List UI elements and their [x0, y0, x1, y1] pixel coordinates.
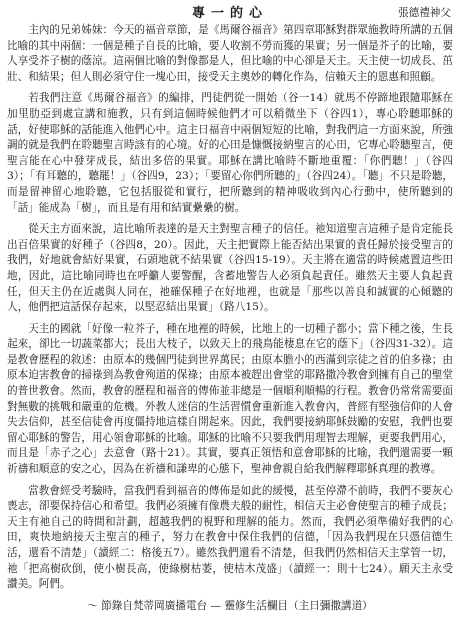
paragraph-5: 當教會經受考驗時，當我們看到福音的傳佈是如此的緩慢，甚至停滯不前時，我們不要灰心喪志，卻要保持信心和希望。我們必須擁有像農夫般的耐性，相信天主必會使聖言的種子成長；天主有祂自己的時間和計劃，超越我們的視野和理解的能力。然而，我們必須準備好我們的心田，爽快地納接天主聖言的種子，努力在教會中保住我們的信德，「因為我們現在只憑信德生活，還看不清楚」（讀經二：格後五7）。雖然我們還看不清楚，但我們仍然相信天主掌管一切，祂「把高樹砍倒，使小樹長高，使綠樹枯萎，使枯木茂盛」（讀經一：則十七24）。願天主永受讚美。阿們。	[7, 484, 453, 591]
source-footer: ～ 節錄自梵蒂岡廣播電台 — 靈修生活欄目（主日彌撒講道）	[87, 599, 373, 612]
document-header	[7, 6, 453, 22]
document-body	[7, 23, 453, 593]
paragraph-2: 若我們注意《馬爾谷福音》的編排，門徒們從一開始（谷一14）就馬不停蹄地跟隨耶穌在加里肋亞到處宣講和施教，只有到這個時候他們才可以稍微坐下（谷四1），專心聆聽耶穌的話，好使耶穌的話能進入他們心中。這主日福音中兩個短短的比喻，對我們這一方面來說，所強調的就是我們在聆聽聖言時該有的心境。好的心田是慷慨接納聖言的心田，它專心聆聽聖言，使聖言能在心中發芽成長，結出多倍的果實。耶穌在講比喻時不斷地重覆：「你們聽！」（谷四3）；「有耳聽的，聽罷！」（谷四9，23）；「要留心你們所聽的」（谷四24）。「聽」不只是聆聽，而是留神留心地聆聽，它包括服從和實行，把所聽到的精神吸收到內心行動中，使所聽到的「話」能成為「樹」，而且是有用和結實纍纍的樹。	[7, 92, 453, 214]
paragraph-3: 從天主方面來說，這比喻所表達的是天主對聖言種子的信任。祂知道聖言這種子是肯定能長出百倍果實的好種子（谷四8，20）。因此，天主把實際上能否結出果實的責任歸於接受聖言的我們，好地就會結好果實，石頭地就不結果實（谷四15-19）。天主將在適當的時候處置這些田地，因此，這比喻同時也在呼籲人要警醒，含蓄地警告人必須負起責任。雖然天主要人負起責任，但天主仍在近處與人同在，祂確保種子在好地裡，也就是「那些以善良和誠實的心傾聽的人，他們把這話保存起來，以堅忍結出果實」（路八15）。	[7, 223, 453, 314]
document-title: 專一的心	[191, 6, 268, 21]
author-name: 張德禮神父	[398, 7, 451, 19]
paragraph-1: 主內的兄弟姊妹：今天的福音章節，是《馬爾谷福音》第四章耶穌對群眾施教時所講的五個比喻的其中兩個：一個是種子自長的比喻，要人收割不勞而獲的果實；另一個是芥子的比喻，要人享受芥子樹的蔭涼。這兩個比喻的對像都是人，但比喻的中心卻是天主。天主使一切成長、茁壯、和結果；但人則必須守住一塊心田，接受天主奧妙的轉化作為，信賴天主的恩惠和照顧。	[7, 24, 453, 83]
paragraph-4: 天主的國就「好像一粒芥子，種在地裡的時候，比地上的一切種子都小；當下種之後，生長起來，卻比一切蔬菜都大；長出大枝子，以致天上的飛鳥能棲息在它的蔭下」（谷四31-32）。這是教會歷程的敘述：由原本的幾個門徒到世界萬民；由原本膽小的西滿到宗徒之首的伯多祿；由原本迫害教會的掃祿到為教會殉道的保祿；由原本被趕出會堂的耶路撒冷教會到擁有自己的聖堂的普世教會。然而，教會的歷程和福音的傳佈並非總是一個順利順暢的行程。教會仍常常需要面對無數的挑戰和嚴重的危機。外教人迷信的生活習慣會重新進入教會內，普經有堅強信仰的人會失去信仰，甚至信徒會再度僵持地這樣自開起來。因此，我們要接納耶穌鼓勵的安慰，我們也要留心耶穌的警告，用心領會耶穌的比喻。耶穌的比喻不只要我們用理智去理解，更要我們用心，而且是「赤子之心」去意會（路十21）。其實，要真正領悟和意會耶穌的比喻，我們還需要一顆祈禱和順意的安之心，因為在祈禱和謙卑的心態下，聖神會親自給我們解釋耶穌真理的教導。	[7, 322, 453, 476]
